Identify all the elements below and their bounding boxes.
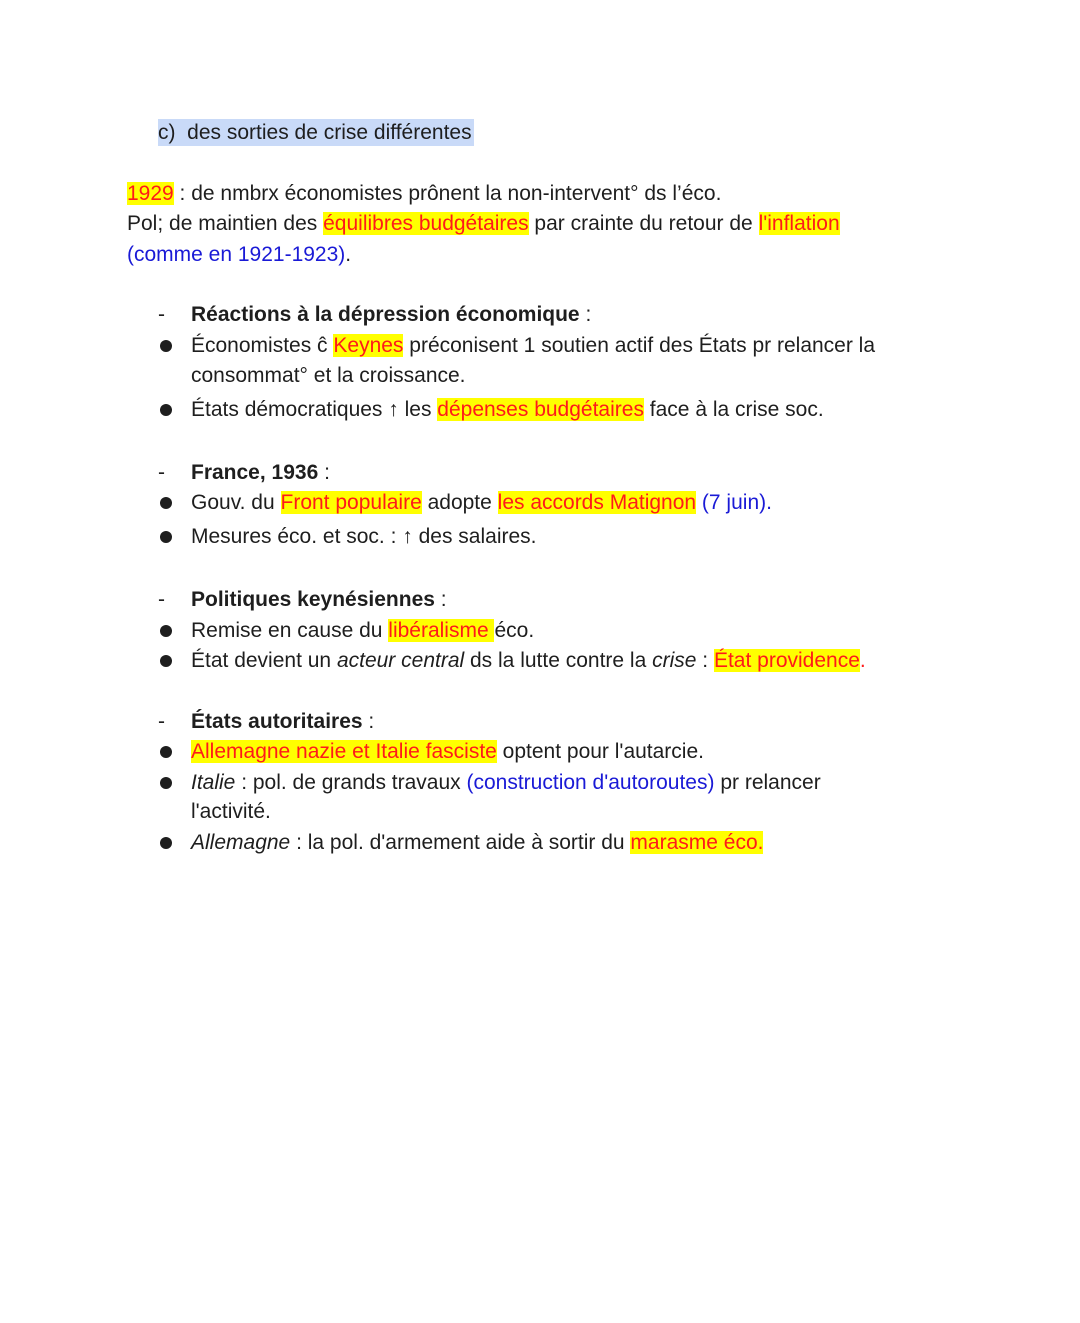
s3-b2-c: :: [696, 649, 714, 672]
section-heading: [158, 119, 474, 147]
colon: :: [434, 588, 447, 611]
section-3-title-text: Politiques keynésiennes: [191, 588, 435, 611]
highlight-equilibres: équilibres budgétaires: [323, 212, 529, 235]
s1-b1-a: Économistes ĉ: [191, 334, 334, 357]
bullet-icon: [160, 340, 172, 352]
section-2-title-text: France, 1936: [191, 461, 319, 484]
highlight-liberalisme: libéralisme: [388, 619, 495, 642]
s2-b1-a: Gouv. du: [191, 491, 281, 514]
section-4-title-text: États autoritaires: [191, 710, 363, 733]
bullet-icon: [160, 404, 172, 416]
s3-b1-a: Remise en cause du: [191, 619, 389, 642]
bullet-icon: [160, 625, 172, 637]
italic-crise: crise: [652, 649, 697, 672]
intro-line-2-a: Pol; de maintien des: [127, 212, 324, 235]
s4-b3-a: : la pol. d'armement aide à sortir du: [290, 831, 631, 854]
bullet-icon: [160, 655, 172, 667]
intro-line-1: [127, 180, 721, 208]
dash-marker: -: [158, 461, 165, 484]
s4-b2-a: : pol. de grands travaux: [235, 771, 467, 794]
s1-b2-b: les: [398, 398, 438, 421]
s3-b1-b: éco.: [494, 619, 535, 642]
highlight-front-populaire: Front populaire: [280, 491, 422, 514]
s1-b2-c: face à la crise soc.: [643, 398, 824, 421]
s3-b2-a: État devient un: [191, 649, 337, 672]
italic-italie: Italie: [191, 771, 236, 794]
intro-line-2: [127, 210, 840, 238]
intro-blue-note: (comme en 1921-1923): [127, 243, 346, 266]
s1-b1-cont: consommat° et la croissance.: [191, 364, 466, 387]
heading-text: des sorties de crise différentes: [187, 121, 472, 144]
intro-line-3-end: .: [345, 243, 352, 266]
colon: :: [362, 710, 375, 733]
dash-marker: -: [158, 710, 165, 733]
highlight-keynes: Keynes: [333, 334, 404, 357]
s3-b2-end: .: [859, 649, 866, 672]
up-arrow-icon: ↑: [388, 398, 399, 421]
highlight-marasme: marasme éco.: [630, 831, 764, 854]
italic-acteur-central: acteur central: [336, 649, 465, 672]
highlight-etat-providence: État providence: [713, 649, 860, 672]
heading-highlight: [158, 119, 474, 146]
highlight-inflation: l'inflation: [758, 212, 840, 235]
autoroutes-note: (construction d'autoroutes): [466, 771, 715, 794]
colon: :: [579, 303, 592, 326]
dash-marker: -: [158, 303, 165, 326]
bullet-icon: [160, 746, 172, 758]
s4-b1-a: optent pour l'autarcie.: [496, 740, 704, 763]
intro-line-2-c: par crainte du retour de: [528, 212, 759, 235]
colon: :: [318, 461, 330, 484]
section-1-title-text: Réactions à la dépression économique: [191, 303, 580, 326]
up-arrow-icon: ↑: [402, 525, 413, 548]
s1-b1-b: préconisent 1 soutien actif des États pr relancer la: [403, 334, 876, 357]
intro-line-1-text: : de nmbrx économistes prônent la non-intervent° ds l’éco.: [173, 182, 722, 205]
bullet-icon: [160, 497, 172, 509]
s2-b2-a: Mesures éco. et soc. :: [191, 525, 403, 548]
s3-b2-b: ds la lutte contre la: [464, 649, 653, 672]
list-item-continuation: [191, 362, 466, 390]
date-note: (7 juin): [696, 491, 767, 514]
intro-line-3: [127, 241, 351, 269]
italic-allemagne: Allemagne: [191, 831, 291, 854]
highlight-depenses: dépenses budgétaires: [437, 398, 644, 421]
bullet-icon: [160, 777, 172, 789]
dash-marker: -: [158, 588, 165, 611]
list-item-continuation: [191, 798, 271, 826]
bullet-icon: [160, 837, 172, 849]
s2-b2-b: des salaires.: [412, 525, 537, 548]
s4-b2-cont: l'activité.: [191, 800, 271, 823]
highlight-accords-matignon: les accords Matignon: [497, 491, 697, 514]
s1-b2-a: États démocratiques: [191, 398, 389, 421]
s2-b1-end: .: [766, 491, 772, 514]
s2-b1-b: adopte: [421, 491, 498, 514]
highlight-allemagne-italie: Allemagne nazie et Italie fasciste: [191, 740, 497, 763]
bullet-icon: [160, 531, 172, 543]
s4-b2-b: pr relancer: [714, 771, 821, 794]
year-highlight: 1929: [127, 182, 174, 205]
heading-marker: c): [158, 121, 176, 144]
